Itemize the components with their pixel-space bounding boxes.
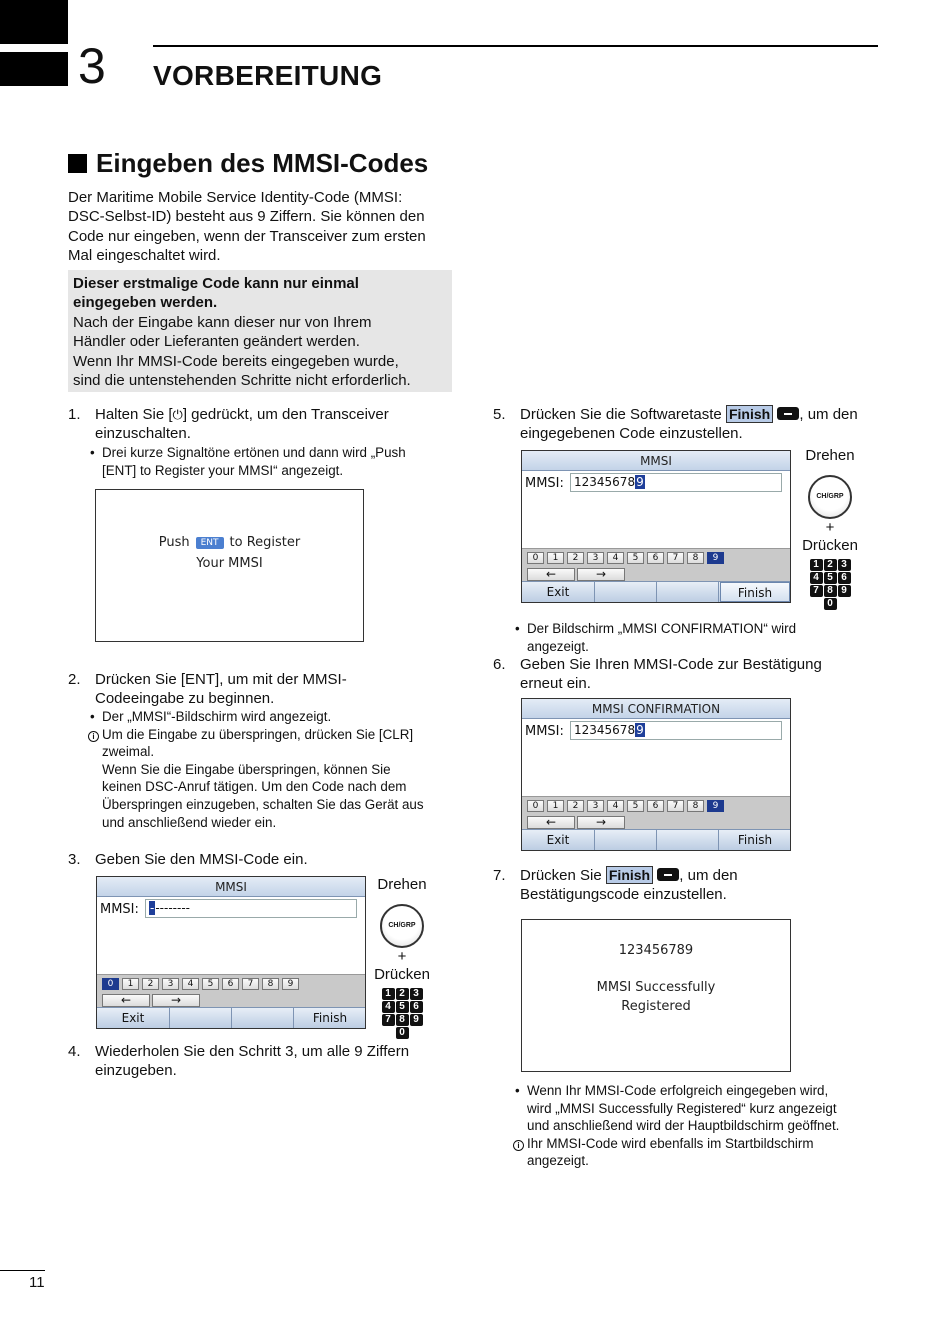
softkey-empty[interactable] (657, 582, 719, 602)
chapter-tab-top (0, 0, 68, 44)
softkey-bar (522, 581, 790, 602)
section-title-text: Eingeben des MMSI-Codes (96, 148, 429, 178)
keypad-icon: 1 2 3 4 5 6 7 8 9 0 (810, 559, 851, 611)
digit-key[interactable]: 4 (607, 552, 624, 564)
digit-key[interactable]: 3 (587, 552, 604, 564)
softkey-empty[interactable] (657, 830, 719, 850)
arrow-right-key[interactable]: → (577, 816, 625, 829)
step-4: 4. Wiederholen Sie den Schritt 3, um alle 9 Ziffern einzugeben. (68, 1043, 410, 1080)
screen-title: MMSI CONFIRMATION (522, 699, 790, 719)
power-icon: ⏻ (172, 407, 183, 422)
exit-softkey[interactable]: Exit (97, 1008, 170, 1028)
note-bold-line: Dieser erstmalige Code kann nur einmal (73, 275, 359, 292)
page-number: 11 (29, 1274, 45, 1291)
intro-line: DSC-Selbst-ID) besteht aus 9 Ziffern. Sie können den (68, 208, 425, 226)
arrow-left-key[interactable]: ← (527, 568, 575, 581)
step-6: 6. Geben Sie Ihren MMSI-Code zur Bestätigung erneut ein. (493, 656, 822, 693)
digit-key[interactable]: 0 (527, 552, 544, 564)
digit-key[interactable]: 7 (667, 800, 684, 812)
step-3: 3. Geben Sie den MMSI-Code ein. (68, 851, 308, 868)
intro-line: Der Maritime Mobile Service Identity-Code (MMSI: (68, 189, 403, 206)
mmsi-input[interactable]: 123456789 (570, 721, 782, 740)
digit-key[interactable]: 9 (707, 552, 724, 564)
note-box (68, 270, 452, 392)
ch-grp-dial-icon: CH/GRP (808, 475, 852, 519)
softkey-empty[interactable] (595, 830, 657, 850)
mmsi-confirmation-screen: MMSI CONFIRMATION MMSI: 123456789 0 1 2 3 4 5 6 7 8 9 ← → Exit Finish (521, 698, 791, 851)
push-ent-screen: Push ENT to Register Your MMSI (95, 489, 364, 642)
keypad-icon: 1 2 3 4 5 6 7 8 9 0 (382, 988, 423, 1040)
success-screen: 123456789 MMSI Successfully Registered (521, 919, 791, 1072)
mmsi-full-screen: MMSI MMSI: 123456789 0 1 2 3 4 5 6 7 8 9 ← → Exit Finish (521, 450, 791, 603)
digit-key[interactable]: 6 (222, 978, 239, 990)
footer-rule (0, 1270, 45, 1271)
digit-key[interactable]: 3 (587, 800, 604, 812)
digit-key[interactable]: 8 (687, 800, 704, 812)
exit-softkey[interactable]: Exit (522, 830, 595, 850)
softkey-button-icon (777, 407, 799, 420)
note-line: Nach der Eingabe kann dieser nur von Ihrem (73, 313, 372, 331)
step-5-note: • Der Bildschirm „MMSI CONFIRMATION“ wird angezeigt. (515, 621, 797, 654)
chapter-number: 3 (78, 38, 106, 94)
arrow-right-key[interactable]: → (577, 568, 625, 581)
digit-key[interactable]: 8 (262, 978, 279, 990)
knob-illustration-1: Drehen CH/GRP + Drücken 1 2 3 4 5 6 7 8 9 0 (374, 876, 430, 1038)
step-5: 5. Drücken Sie die Softwaretaste Finish , um den eingegebenen Code einzustellen. (493, 406, 858, 443)
knob-illustration-2: Drehen CH/GRP + Drücken 1 2 3 4 5 6 7 8 9 0 (802, 447, 858, 609)
step-text: einzuschalten. (95, 425, 191, 443)
note-line: Händler oder Lieferanten geändert werden. (73, 333, 360, 351)
note-bold-line: eingegeben werden. (73, 294, 218, 312)
softkey-empty[interactable] (232, 1008, 294, 1028)
finish-softkey-badge: Finish (726, 405, 773, 423)
finish-softkey-badge: Finish (606, 866, 653, 884)
digit-key[interactable]: 1 (547, 800, 564, 812)
digit-key[interactable]: 2 (567, 800, 584, 812)
step-number: 1. (68, 406, 81, 423)
mmsi-input[interactable]: 123456789 (570, 473, 782, 492)
registered-code: 123456789 (618, 943, 694, 958)
digit-key[interactable]: 4 (607, 800, 624, 812)
softkey-empty[interactable] (595, 582, 657, 602)
digit-key[interactable]: 0 (102, 978, 119, 990)
step-7-notes: • Wenn Ihr MMSI-Code erfolgreich eingegeben wird, wird „MMSI Successfully Registered“ kurz angezeigt und anschließend wird der Hauptbildschirm geöffnet. i Ihr MMSI-Code wird ebenfalls im Startbildschirm angezeigt. (515, 1083, 840, 1169)
finish-softkey[interactable]: Finish (737, 833, 773, 847)
note-line: sind die untenstehenden Schritte nicht erforderlich. (73, 372, 411, 390)
arrow-left-key[interactable]: ← (527, 816, 575, 829)
section-square-icon (68, 154, 87, 173)
ent-key-icon: ENT (196, 537, 224, 549)
ch-grp-dial-icon: CH/GRP (380, 904, 424, 948)
digit-key[interactable]: 7 (667, 552, 684, 564)
intro-line: Mal eingeschaltet wird. (68, 247, 221, 265)
arrow-right-key[interactable]: → (152, 994, 200, 1007)
mmsi-entry-screen: MMSI MMSI: --------- 0 1 2 3 4 5 6 7 8 9 ← → Exit Finish (96, 876, 366, 1029)
intro-line: Code nur eingeben, wenn der Transceiver zum ersten (68, 227, 426, 245)
step-text: Halten Sie [⏻] gedrückt, um den Transceiver (95, 406, 389, 423)
digit-key[interactable]: 1 (122, 978, 139, 990)
digit-key[interactable]: 0 (527, 800, 544, 812)
step-2: 2. Drücken Sie [ENT], um mit der MMSI- Codeeingabe zu beginnen. (68, 671, 347, 708)
digit-key[interactable]: 4 (182, 978, 199, 990)
softkey-bar (522, 829, 790, 850)
intro-paragraph (68, 188, 453, 266)
step-1 (68, 405, 458, 445)
screen-title: MMSI (522, 451, 790, 471)
info-icon: i (88, 731, 99, 742)
digit-key[interactable]: 5 (627, 800, 644, 812)
note-line: Wenn Ihr MMSI-Code bereits eingegeben wurde, (73, 352, 399, 370)
mmsi-input[interactable]: --------- (145, 899, 357, 918)
chapter-rule (153, 45, 878, 47)
digit-key[interactable]: 6 (647, 800, 664, 812)
finish-softkey[interactable]: Finish (720, 582, 790, 602)
softkey-empty[interactable] (170, 1008, 232, 1028)
softkey-button-icon (657, 868, 679, 881)
digit-key[interactable]: 7 (242, 978, 259, 990)
chapter-tab-bottom (0, 52, 68, 86)
step-1-note: • Drei kurze Signaltöne ertönen und dann wird „Push [ENT] to Register your MMSI“ angezeigt. (90, 445, 406, 478)
digit-key[interactable]: 5 (202, 978, 219, 990)
digit-key[interactable]: 9 (282, 978, 299, 990)
info-icon: i (513, 1140, 524, 1151)
step-7: 7. Drücken Sie Finish , um den Bestätigungscode einzustellen. (493, 867, 738, 904)
screen-title: MMSI (97, 877, 365, 897)
digit-key[interactable]: 5 (627, 552, 644, 564)
arrow-left-key[interactable]: ← (102, 994, 150, 1007)
step-2-notes: • Der „MMSI“-Bildschirm wird angezeigt. i Um die Eingabe zu überspringen, drücken Sie [CLR] zweimal. Wenn Sie die Eingabe überspringen, können Sie keinen DSC-Anruf tätigen. Um den Code nach dem Überspringen einzugeben, schalten Sie das Gerät aus und anschließend wieder ein. (90, 709, 424, 830)
chapter-title: VORBEREITUNG (153, 60, 383, 91)
digit-key[interactable]: 2 (142, 978, 159, 990)
digit-key[interactable]: 9 (707, 800, 724, 812)
digit-key[interactable]: 6 (647, 552, 664, 564)
finish-softkey[interactable]: Finish (312, 1011, 348, 1025)
softkey-bar (97, 1007, 365, 1028)
digit-key[interactable]: 8 (687, 552, 704, 564)
digit-key[interactable]: 1 (547, 552, 564, 564)
exit-softkey[interactable]: Exit (522, 582, 595, 602)
digit-key[interactable]: 2 (567, 552, 584, 564)
section-title (68, 146, 428, 180)
digit-key[interactable]: 3 (162, 978, 179, 990)
